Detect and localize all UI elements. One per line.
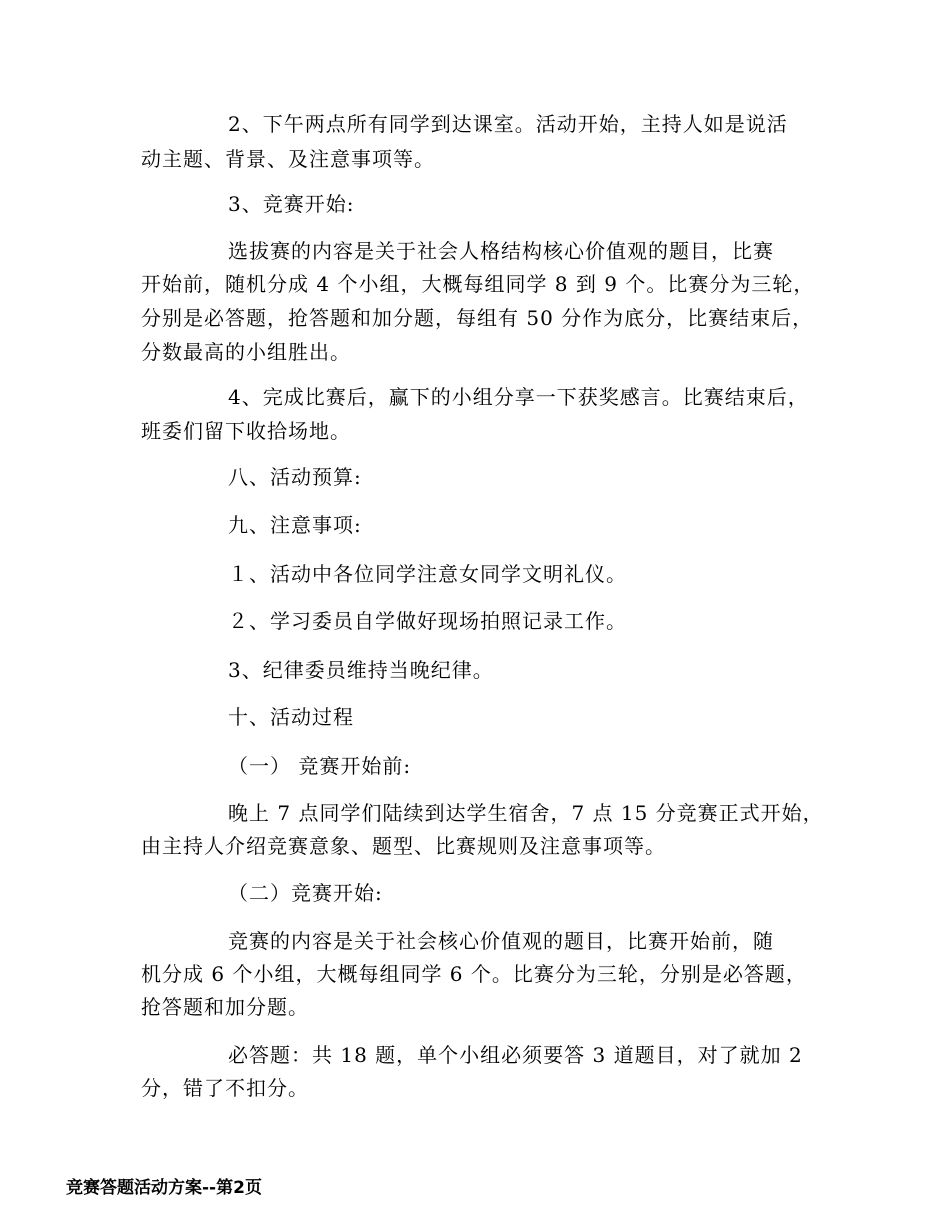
paragraph-line: 2、下午两点所有同学到达课室。活动开始，主持人如是说活 bbox=[228, 112, 788, 136]
subsection-heading: （一） 竞赛开始前: bbox=[228, 754, 412, 778]
paragraph-line: 必答题：共 18 题，单个小组必须要答 3 道题目，对了就加 2 bbox=[228, 1043, 803, 1067]
paragraph-line: 选拔赛的内容是关于社会人格结构核心价值观的题目，比赛 bbox=[228, 239, 774, 263]
paragraph-line: 开始前，随机分成 4 个小组，大概每组同学 8 到 9 个。比赛分为三轮， bbox=[141, 272, 815, 296]
list-item: １、活动中各位同学注意女同学文明礼仪。 bbox=[228, 562, 627, 586]
section-heading: 十、活动过程 bbox=[228, 705, 354, 729]
paragraph-line: 动主题、背景、及注意事项等。 bbox=[141, 147, 435, 171]
paragraph-line: 由主持人介绍竞赛意象、题型、比赛规则及注意事项等。 bbox=[141, 834, 666, 858]
paragraph-line: 分，错了不扣分。 bbox=[141, 1076, 309, 1100]
paragraph-line: 竞赛的内容是关于社会核心价值观的题目，比赛开始前，随 bbox=[228, 929, 774, 953]
section-heading: 3、竞赛开始: bbox=[228, 192, 355, 216]
paragraph-line: 机分成 6 个小组，大概每组同学 6 个。比赛分为三轮，分别是必答题， bbox=[141, 962, 807, 986]
paragraph-line: 4、完成比赛后，赢下的小组分享一下获奖感言。比赛结束后， bbox=[228, 385, 809, 409]
subsection-heading: （二）竞赛开始: bbox=[228, 881, 383, 905]
paragraph-line: 班委们留下收拾场地。 bbox=[141, 419, 351, 443]
list-item: 3、纪律委员维持当晚纪律。 bbox=[228, 658, 494, 682]
paragraph-line: 抢答题和加分题。 bbox=[141, 995, 309, 1019]
paragraph-line: 分别是必答题，抢答题和加分题，每组有 50 分作为底分，比赛结束后， bbox=[141, 306, 814, 330]
section-heading: 八、活动预算: bbox=[228, 465, 362, 489]
paragraph-line: 分数最高的小组胜出。 bbox=[141, 340, 351, 364]
page-footer: 竞赛答题活动方案--第2页 bbox=[66, 1178, 262, 1198]
section-heading: 九、注意事项: bbox=[228, 513, 362, 537]
list-item: ２、学习委员自学做好现场拍照记录工作。 bbox=[228, 609, 627, 633]
paragraph-line: 晚上 7 点同学们陆续到达学生宿舍，7 点 15 分竞赛正式开始， bbox=[228, 801, 824, 825]
